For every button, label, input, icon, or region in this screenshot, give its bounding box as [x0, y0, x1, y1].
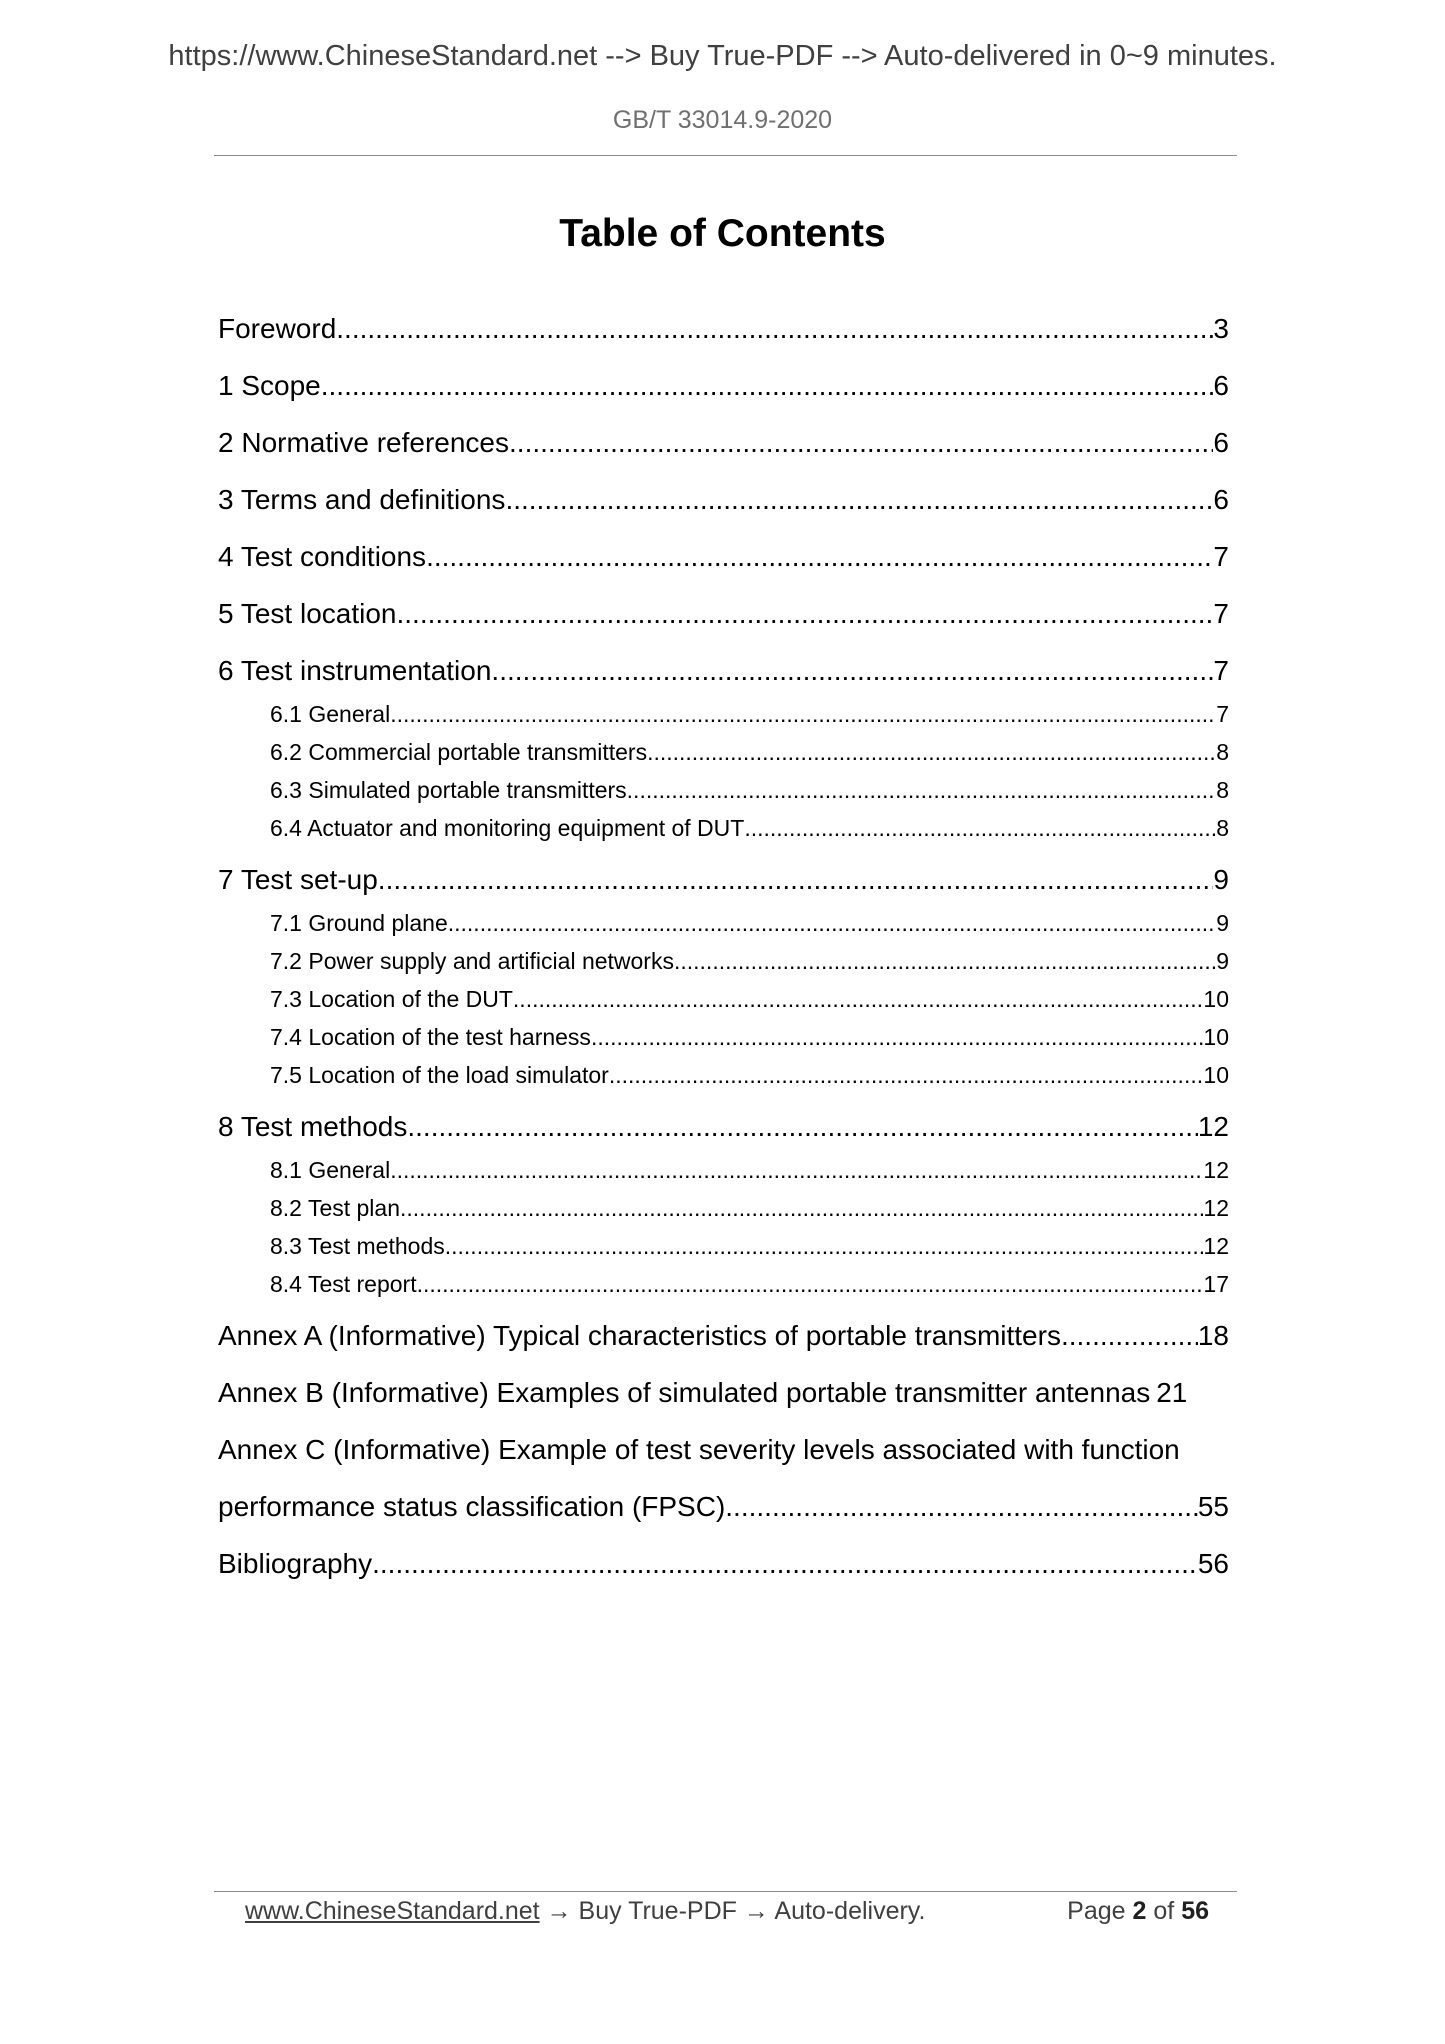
- toc-leader: [627, 771, 1217, 809]
- toc-subentry-7-5[interactable]: [218, 1056, 1229, 1094]
- toc-entry-label: 6.4 Actuator and monitoring equipment of DUT: [270, 815, 745, 841]
- toc-page-number: 12: [1197, 1111, 1229, 1142]
- toc-entry-test-methods[interactable]: [218, 1098, 1229, 1155]
- toc-entry-label: 4 Test conditions: [218, 541, 427, 572]
- toc-entry-test-location[interactable]: [218, 585, 1229, 642]
- toc-leader: [407, 1098, 1197, 1155]
- toc-page-number: 6: [1213, 427, 1229, 458]
- toc-leader: [725, 1478, 1198, 1535]
- toc-entry-label: 7.4 Location of the test harness: [270, 1024, 591, 1050]
- toc-leader: [417, 1265, 1204, 1303]
- toc-entry-test-instrumentation[interactable]: [218, 642, 1229, 699]
- page-indicator: [1067, 1897, 1209, 1926]
- toc-leader: [321, 357, 1214, 414]
- toc-entry-scope[interactable]: [218, 357, 1229, 414]
- toc-page-number: 8: [1216, 777, 1229, 803]
- toc-page-number: 10: [1203, 1062, 1229, 1088]
- toc-subentry-6-2[interactable]: [218, 733, 1229, 771]
- toc-entry-label: 6.1 General: [270, 701, 391, 727]
- table-of-contents: [218, 300, 1229, 1592]
- footer-divider: [214, 1891, 1237, 1892]
- toc-leader: [491, 642, 1213, 699]
- toc-entry-label: 8.3 Test methods: [270, 1233, 445, 1259]
- toc-page-number: 12: [1203, 1195, 1229, 1221]
- toc-entry-label: 5 Test location: [218, 598, 397, 629]
- toc-entry-label: Annex A (Informative) Typical characteristics of portable transmitters: [218, 1320, 1061, 1351]
- toc-entry-label: 8.2 Test plan: [270, 1195, 401, 1221]
- toc-entry-annex-a[interactable]: [218, 1307, 1229, 1364]
- toc-subentry-8-3[interactable]: [218, 1227, 1229, 1265]
- page-title: Table of Contents: [559, 212, 886, 255]
- toc-entry-label: Bibliography: [218, 1548, 373, 1579]
- of-label: of: [1153, 1897, 1175, 1925]
- toc-entry-test-set-up[interactable]: [218, 851, 1229, 908]
- toc-leader: [1061, 1307, 1198, 1364]
- toc-leader: [445, 1227, 1204, 1265]
- toc-entry-label: Annex B (Informative) Examples of simulated portable transmitter antennas: [218, 1377, 1151, 1408]
- toc-subentry-6-1[interactable]: [218, 695, 1229, 733]
- toc-entry-label: 6 Test instrumentation: [218, 655, 492, 686]
- toc-page-number: 6: [1213, 484, 1229, 515]
- toc-page-number: 18: [1197, 1320, 1229, 1351]
- toc-leader: [591, 1018, 1203, 1056]
- toc-leader: [390, 695, 1216, 733]
- toc-leader: [397, 585, 1214, 642]
- page-footer: [245, 1897, 1225, 1937]
- toc-entry-annex-b[interactable]: [218, 1364, 1229, 1421]
- toc-page-number: 7: [1213, 655, 1229, 686]
- header-divider: [214, 155, 1237, 156]
- toc-page-number: 12: [1203, 1233, 1229, 1259]
- footer-site-link[interactable]: www.ChineseStandard.net: [245, 1897, 540, 1925]
- toc-entry-annex-c-line2[interactable]: [218, 1478, 1229, 1535]
- toc-entry-label: Annex C (Informative) Example of test severity levels associated with function: [218, 1434, 1180, 1465]
- toc-leader: [426, 528, 1213, 585]
- document-id: GB/T 33014.9-2020: [612, 106, 833, 134]
- toc-page-number: 10: [1203, 986, 1229, 1012]
- toc-page-number: 56: [1197, 1548, 1229, 1579]
- toc-page-number: 9: [1216, 910, 1229, 936]
- toc-entry-label: performance status classification (FPSC): [218, 1491, 726, 1522]
- toc-leader: [647, 733, 1216, 771]
- toc-subentry-6-4[interactable]: [218, 809, 1229, 847]
- toc-entry-label: 6.2 Commercial portable transmitters: [270, 739, 648, 765]
- toc-entry-label: 8.4 Test report: [270, 1271, 417, 1297]
- toc-page-number: 8: [1216, 815, 1229, 841]
- toc-page-number: 9: [1213, 864, 1229, 895]
- toc-page-number: 9: [1216, 948, 1229, 974]
- toc-subentry-7-3[interactable]: [218, 980, 1229, 1018]
- toc-page-number: 6: [1213, 370, 1229, 401]
- toc-entry-label: 6.3 Simulated portable transmitters: [270, 777, 627, 803]
- toc-entry-label: 8 Test methods: [218, 1111, 408, 1142]
- toc-leader: [336, 300, 1213, 357]
- toc-leader: [448, 904, 1216, 942]
- toc-leader: [378, 851, 1214, 908]
- footer-tagline: → Buy True-PDF → Auto-delivery.: [546, 1897, 926, 1925]
- toc-leader: [505, 471, 1213, 528]
- toc-leader: [744, 809, 1216, 847]
- toc-entry-label: Foreword: [218, 313, 337, 344]
- toc-leader: [390, 1151, 1203, 1189]
- toc-entry-terms-definitions[interactable]: [218, 471, 1229, 528]
- toc-entry-label: 7.2 Power supply and artificial networks: [270, 948, 674, 974]
- toc-entry-label: 7.1 Ground plane: [270, 910, 448, 936]
- toc-page-number: 7: [1213, 598, 1229, 629]
- page-label: Page: [1067, 1897, 1126, 1925]
- toc-subentry-6-3[interactable]: [218, 771, 1229, 809]
- toc-page-number: 55: [1197, 1491, 1229, 1522]
- toc-entry-test-conditions[interactable]: [218, 528, 1229, 585]
- toc-entry-foreword[interactable]: [218, 300, 1229, 357]
- current-page-number: 2: [1132, 1897, 1147, 1925]
- toc-subentry-8-1[interactable]: [218, 1151, 1229, 1189]
- total-pages-number: 56: [1181, 1897, 1209, 1925]
- toc-leader: [372, 1535, 1198, 1592]
- toc-entry-label: 7.3 Location of the DUT: [270, 986, 513, 1012]
- toc-entry-normative-references[interactable]: [218, 414, 1229, 471]
- toc-leader: [674, 942, 1216, 980]
- toc-page-number: 21: [1156, 1377, 1188, 1408]
- toc-entry-label: 3 Terms and definitions: [218, 484, 506, 515]
- toc-entry-label: 7.5 Location of the load simulator: [270, 1062, 609, 1088]
- toc-page-number: 3: [1213, 313, 1229, 344]
- toc-leader: [609, 1056, 1204, 1094]
- toc-subentry-7-2[interactable]: [218, 942, 1229, 980]
- toc-page-number: 8: [1216, 739, 1229, 765]
- toc-entry-label: 7 Test set-up: [218, 864, 378, 895]
- toc-leader: [509, 414, 1213, 471]
- toc-subentry-7-4[interactable]: [218, 1018, 1229, 1056]
- toc-page-number: 7: [1216, 701, 1229, 727]
- toc-entry-label: 1 Scope: [218, 370, 321, 401]
- toc-entry-bibliography[interactable]: [218, 1535, 1229, 1592]
- toc-leader: [513, 980, 1203, 1018]
- toc-leader: [400, 1189, 1203, 1227]
- toc-subentry-7-1[interactable]: [218, 904, 1229, 942]
- toc-entry-label: 8.1 General: [270, 1157, 391, 1183]
- toc-entry-annex-c-line1[interactable]: [218, 1421, 1229, 1478]
- toc-entry-label: 2 Normative references: [218, 427, 510, 458]
- toc-subentry-8-4[interactable]: [218, 1265, 1229, 1303]
- toc-page-number: 12: [1203, 1157, 1229, 1183]
- toc-page-number: 17: [1203, 1271, 1229, 1297]
- toc-page-number: 10: [1203, 1024, 1229, 1050]
- toc-page-number: 7: [1213, 541, 1229, 572]
- top-banner[interactable]: https://www.ChineseStandard.net --> Buy True-PDF --> Auto-delivered in 0~9 minutes.: [168, 40, 1277, 72]
- toc-subentry-8-2[interactable]: [218, 1189, 1229, 1227]
